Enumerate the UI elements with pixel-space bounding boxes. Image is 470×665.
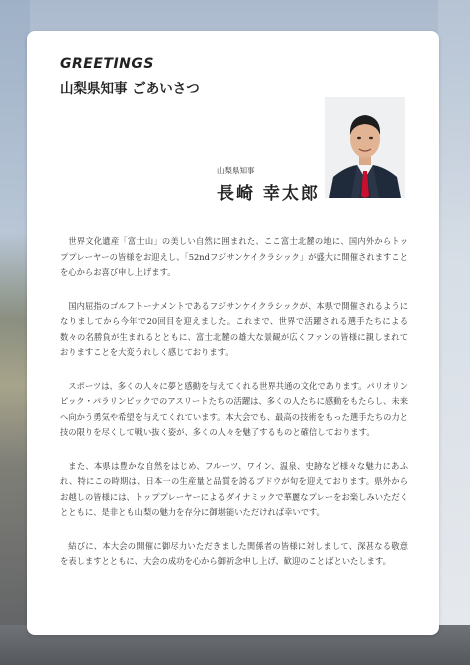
body-paragraph: 世界文化遺産「富士山」の美しい自然に囲まれた、ここ富士北麓の地に、国内外からトッププレーヤーの皆様をお迎えし、「52ndフジサンケイクラシック」が盛大に開催されますことを心からお喜び申し上げます。 bbox=[60, 236, 408, 277]
greeting-body bbox=[60, 234, 408, 588]
greetings-heading: GREETINGS bbox=[60, 56, 154, 72]
body-paragraph: スポーツは、多くの人々に夢と感動を与えてくれる世界共通の文化であります。パリオリンピック・パラリンピックでのアスリートたちの活躍は、多くの人たちに感動をもたらし、未来へ向かう勇気や希望を与えてくれています。本大会でも、最高の技術をもった選手たちの力と技の限りを尽くして戦い抜く姿が、多くの人々を魅了するものと確信しております。 bbox=[60, 380, 408, 437]
background-landscape-left bbox=[0, 0, 30, 665]
background-sky-right bbox=[438, 0, 470, 665]
body-paragraph: 結びに、本大会の開催に御尽力いただきました関係者の皆様に対しまして、深甚なる敬意を表しますとともに、大会の成功を心から御祈念申し上げ、歓迎のことばといたします。 bbox=[60, 540, 408, 566]
portrait-image bbox=[325, 97, 405, 198]
greetings-subheading: 山梨県知事 ごあいさつ bbox=[60, 81, 200, 97]
greeting-card bbox=[27, 31, 439, 635]
body-paragraph: また、本県は豊かな自然をはじめ、フルーツ、ワイン、温泉、史跡など様々な魅力にあふれ、特にこの時期は、日本一の生産量と品質を誇るブドウが旬を迎えております。県外からお越しの皆様には、トッププレーヤーによるダイナミックで華麗なプレーをお楽しみいただくとともに、是非とも山梨の魅力を存分に御堪能いただければ幸いです。 bbox=[60, 460, 408, 517]
signer-name: 長崎 幸太郎 bbox=[217, 184, 320, 204]
governor-portrait bbox=[325, 97, 405, 198]
signer-role: 山梨県知事 bbox=[217, 166, 255, 175]
body-paragraph: 国内屈指のゴルフトーナメントであるフジサンケイクラシックが、本県で開催されるようになりましてから今年で20回目を迎えました。これまで、世界で活躍される選手たちによる数々の名勝負が生まれるとともに、富士北麓の雄大な景観が広くファンの皆様に親しまれておりますことを大変うれしく感じております。 bbox=[60, 300, 408, 357]
